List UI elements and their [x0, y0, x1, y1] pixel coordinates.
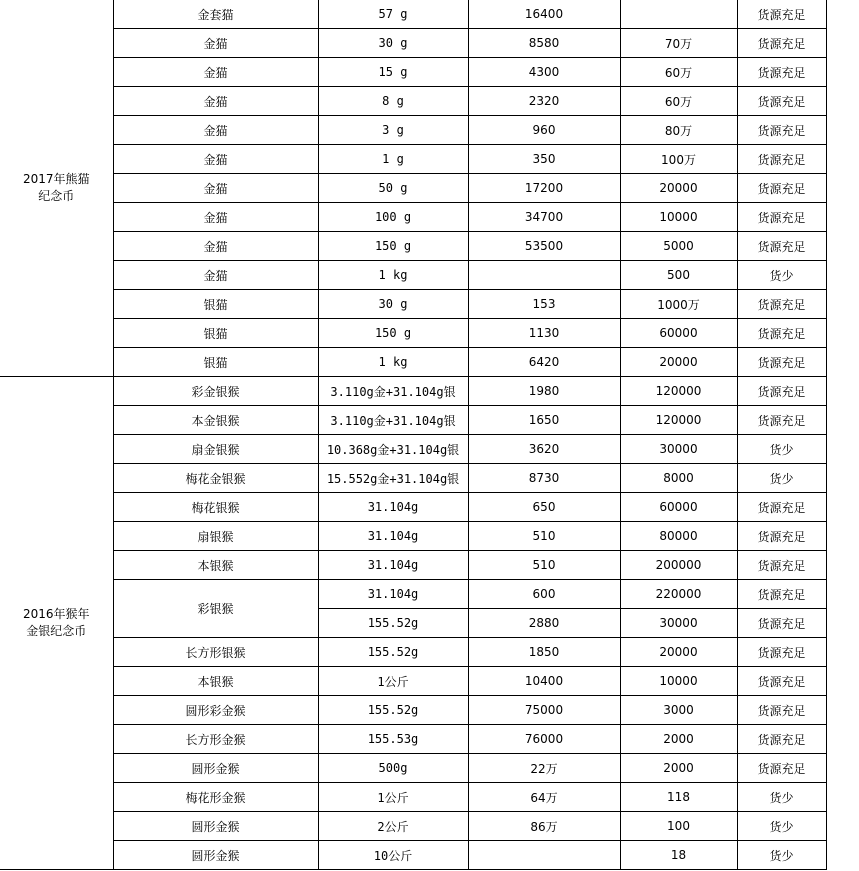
- spec-cell: 10.368g金+31.104g银: [318, 435, 468, 464]
- table-row: [0, 580, 826, 609]
- price-cell: 510: [468, 551, 620, 580]
- table-row: [0, 493, 826, 522]
- stock-status-cell: 货源充足: [737, 580, 826, 609]
- spec-cell: 8 g: [318, 87, 468, 116]
- issue-volume-cell: 3000: [620, 696, 737, 725]
- issue-volume-cell: 30000: [620, 435, 737, 464]
- issue-volume-cell: 120000: [620, 406, 737, 435]
- stock-status-cell: 货少: [737, 812, 826, 841]
- issue-volume-cell: 100万: [620, 145, 737, 174]
- coin-name-cell: 银猫: [113, 319, 318, 348]
- spec-cell: 31.104g: [318, 551, 468, 580]
- spec-cell: 31.104g: [318, 493, 468, 522]
- coin-name-cell: 梅花银猴: [113, 493, 318, 522]
- table-row: [0, 174, 826, 203]
- coin-name-cell: 金猫: [113, 174, 318, 203]
- price-cell: 650: [468, 493, 620, 522]
- table-row: [0, 58, 826, 87]
- spec-cell: 155.52g: [318, 638, 468, 667]
- stock-status-cell: 货源充足: [737, 0, 826, 29]
- issue-volume-cell: 80万: [620, 116, 737, 145]
- table-row: [0, 696, 826, 725]
- price-cell: 3620: [468, 435, 620, 464]
- spec-cell: 2公斤: [318, 812, 468, 841]
- spec-cell: 15 g: [318, 58, 468, 87]
- table-row: [0, 435, 826, 464]
- spec-cell: 31.104g: [318, 522, 468, 551]
- price-cell: 1980: [468, 377, 620, 406]
- stock-status-cell: 货少: [737, 435, 826, 464]
- stock-status-cell: 货源充足: [737, 174, 826, 203]
- table-row: [0, 290, 826, 319]
- price-cell: 75000: [468, 696, 620, 725]
- spec-cell: 1 kg: [318, 348, 468, 377]
- coin-name-cell: 本银猴: [113, 667, 318, 696]
- spec-cell: 3.110g金+31.104g银: [318, 406, 468, 435]
- issue-volume-cell: 220000: [620, 580, 737, 609]
- issue-volume-cell: 20000: [620, 348, 737, 377]
- spec-cell: 50 g: [318, 174, 468, 203]
- price-cell: 2320: [468, 87, 620, 116]
- price-cell: 76000: [468, 725, 620, 754]
- price-cell: 2880: [468, 609, 620, 638]
- price-cell: 510: [468, 522, 620, 551]
- issue-volume-cell: 118: [620, 783, 737, 812]
- coin-name-cell: 金猫: [113, 87, 318, 116]
- spec-cell: 155.53g: [318, 725, 468, 754]
- table-row: [0, 116, 826, 145]
- stock-status-cell: 货少: [737, 464, 826, 493]
- coin-name-cell: 金猫: [113, 261, 318, 290]
- stock-status-cell: 货源充足: [737, 377, 826, 406]
- table-row: [0, 319, 826, 348]
- spec-cell: 15.552g金+31.104g银: [318, 464, 468, 493]
- table-row: [0, 203, 826, 232]
- issue-volume-cell: 100: [620, 812, 737, 841]
- price-cell: 17200: [468, 174, 620, 203]
- table-row: [0, 841, 826, 870]
- series-name-line2: 金银纪念币: [26, 624, 87, 638]
- price-cell: 350: [468, 145, 620, 174]
- table-row: [0, 812, 826, 841]
- coin-name-cell: 长方形金猴: [113, 725, 318, 754]
- table-row: [0, 29, 826, 58]
- issue-volume-cell: 1000万: [620, 290, 737, 319]
- coin-name-cell: 圆形彩金猴: [113, 696, 318, 725]
- table-row: [0, 783, 826, 812]
- table-row: [0, 406, 826, 435]
- issue-volume-cell: 8000: [620, 464, 737, 493]
- coin-name-cell: 金猫: [113, 203, 318, 232]
- stock-status-cell: 货源充足: [737, 29, 826, 58]
- coin-name-cell: 金猫: [113, 58, 318, 87]
- spec-cell: 1公斤: [318, 783, 468, 812]
- table-row: [0, 232, 826, 261]
- price-cell: 86万: [468, 812, 620, 841]
- spec-cell: 155.52g: [318, 696, 468, 725]
- issue-volume-cell: 70万: [620, 29, 737, 58]
- series-name-line1: 2017年熊猫: [22, 172, 90, 186]
- coin-name-cell: 银猫: [113, 348, 318, 377]
- issue-volume-cell: 60万: [620, 87, 737, 116]
- spec-cell: 31.104g: [318, 580, 468, 609]
- table-row: [0, 377, 826, 406]
- issue-volume-cell: 10000: [620, 667, 737, 696]
- stock-status-cell: 货少: [737, 783, 826, 812]
- stock-status-cell: 货源充足: [737, 667, 826, 696]
- issue-volume-cell: 30000: [620, 609, 737, 638]
- table-row: [0, 261, 826, 290]
- coin-name-cell: 金猫: [113, 116, 318, 145]
- coin-name-cell: 梅花金银猴: [113, 464, 318, 493]
- price-cell: 6420: [468, 348, 620, 377]
- table-row: [0, 87, 826, 116]
- price-cell: 960: [468, 116, 620, 145]
- stock-status-cell: 货源充足: [737, 87, 826, 116]
- stock-status-cell: 货少: [737, 261, 826, 290]
- price-cell: 16400: [468, 0, 620, 29]
- price-cell: [468, 261, 620, 290]
- issue-volume-cell: 60000: [620, 493, 737, 522]
- spec-cell: 1 g: [318, 145, 468, 174]
- price-cell: 8580: [468, 29, 620, 58]
- coin-name-cell: 圆形金猴: [113, 812, 318, 841]
- issue-volume-cell: 5000: [620, 232, 737, 261]
- coin-name-cell: 扇金银猴: [113, 435, 318, 464]
- issue-volume-cell: 2000: [620, 725, 737, 754]
- coin-name-cell: 梅花形金猴: [113, 783, 318, 812]
- stock-status-cell: 货源充足: [737, 609, 826, 638]
- stock-status-cell: 货少: [737, 841, 826, 870]
- issue-volume-cell: 120000: [620, 377, 737, 406]
- price-cell: 34700: [468, 203, 620, 232]
- table-row: [0, 348, 826, 377]
- stock-status-cell: 货源充足: [737, 551, 826, 580]
- price-cell: 600: [468, 580, 620, 609]
- table-row: [0, 725, 826, 754]
- issue-volume-cell: 500: [620, 261, 737, 290]
- coin-name-cell: 扇银猴: [113, 522, 318, 551]
- price-cell: 8730: [468, 464, 620, 493]
- stock-status-cell: 货源充足: [737, 493, 826, 522]
- price-cell: 22万: [468, 754, 620, 783]
- coin-name-cell: 圆形金猴: [113, 754, 318, 783]
- coin-name-cell: 金套猫: [113, 0, 318, 29]
- spec-cell: 1 kg: [318, 261, 468, 290]
- stock-status-cell: 货源充足: [737, 406, 826, 435]
- stock-status-cell: 货源充足: [737, 348, 826, 377]
- issue-volume-cell: [620, 0, 737, 29]
- spec-cell: 150 g: [318, 319, 468, 348]
- table-row: [0, 551, 826, 580]
- stock-status-cell: 货源充足: [737, 319, 826, 348]
- coin-name-cell: 圆形金猴: [113, 841, 318, 870]
- issue-volume-cell: 2000: [620, 754, 737, 783]
- series-name-line2: 纪念币: [38, 189, 75, 203]
- price-cell: 10400: [468, 667, 620, 696]
- table-row: [0, 667, 826, 696]
- stock-status-cell: 货源充足: [737, 696, 826, 725]
- price-cell: 64万: [468, 783, 620, 812]
- price-cell: 153: [468, 290, 620, 319]
- price-cell: 1650: [468, 406, 620, 435]
- price-cell: 4300: [468, 58, 620, 87]
- spec-cell: 3 g: [318, 116, 468, 145]
- spec-cell: 30 g: [318, 290, 468, 319]
- spec-cell: 30 g: [318, 29, 468, 58]
- stock-status-cell: 货源充足: [737, 638, 826, 667]
- coin-name-cell: 长方形银猴: [113, 638, 318, 667]
- coin-name-cell: 本金银猴: [113, 406, 318, 435]
- coin-name-cell: 金猫: [113, 145, 318, 174]
- issue-volume-cell: 60万: [620, 58, 737, 87]
- spec-cell: 3.110g金+31.104g银: [318, 377, 468, 406]
- issue-volume-cell: 80000: [620, 522, 737, 551]
- series-cell: [0, 0, 113, 377]
- series-name-line1: 2016年猴年: [22, 607, 90, 621]
- coin-name-cell: 金猫: [113, 29, 318, 58]
- stock-status-cell: 货源充足: [737, 116, 826, 145]
- price-cell: [468, 841, 620, 870]
- stock-status-cell: 货源充足: [737, 145, 826, 174]
- spec-cell: 1公斤: [318, 667, 468, 696]
- spec-cell: 57 g: [318, 0, 468, 29]
- price-cell: 1850: [468, 638, 620, 667]
- coin-name-cell: 金猫: [113, 232, 318, 261]
- issue-volume-cell: 18: [620, 841, 737, 870]
- stock-status-cell: 货源充足: [737, 290, 826, 319]
- spec-cell: 100 g: [318, 203, 468, 232]
- issue-volume-cell: 200000: [620, 551, 737, 580]
- stock-status-cell: 货源充足: [737, 754, 826, 783]
- stock-status-cell: 货源充足: [737, 522, 826, 551]
- table-row: [0, 638, 826, 667]
- issue-volume-cell: 20000: [620, 638, 737, 667]
- coin-name-cell: 本银猴: [113, 551, 318, 580]
- table-row: [0, 754, 826, 783]
- spec-cell: 10公斤: [318, 841, 468, 870]
- issue-volume-cell: 20000: [620, 174, 737, 203]
- series-cell: [0, 377, 113, 870]
- price-cell: 1130: [468, 319, 620, 348]
- spec-cell: 500g: [318, 754, 468, 783]
- stock-status-cell: 货源充足: [737, 725, 826, 754]
- stock-status-cell: 货源充足: [737, 58, 826, 87]
- table-row: [0, 145, 826, 174]
- issue-volume-cell: 60000: [620, 319, 737, 348]
- stock-status-cell: 货源充足: [737, 203, 826, 232]
- table-row: [0, 0, 826, 29]
- coin-name-cell: 彩金银猴: [113, 377, 318, 406]
- table-row: [0, 522, 826, 551]
- price-cell: 53500: [468, 232, 620, 261]
- spec-cell: 155.52g: [318, 609, 468, 638]
- table-row: [0, 464, 826, 493]
- stock-status-cell: 货源充足: [737, 232, 826, 261]
- spec-cell: 150 g: [318, 232, 468, 261]
- coin-name-cell: 银猫: [113, 290, 318, 319]
- issue-volume-cell: 10000: [620, 203, 737, 232]
- coin-name-cell: 彩银猴: [113, 580, 318, 638]
